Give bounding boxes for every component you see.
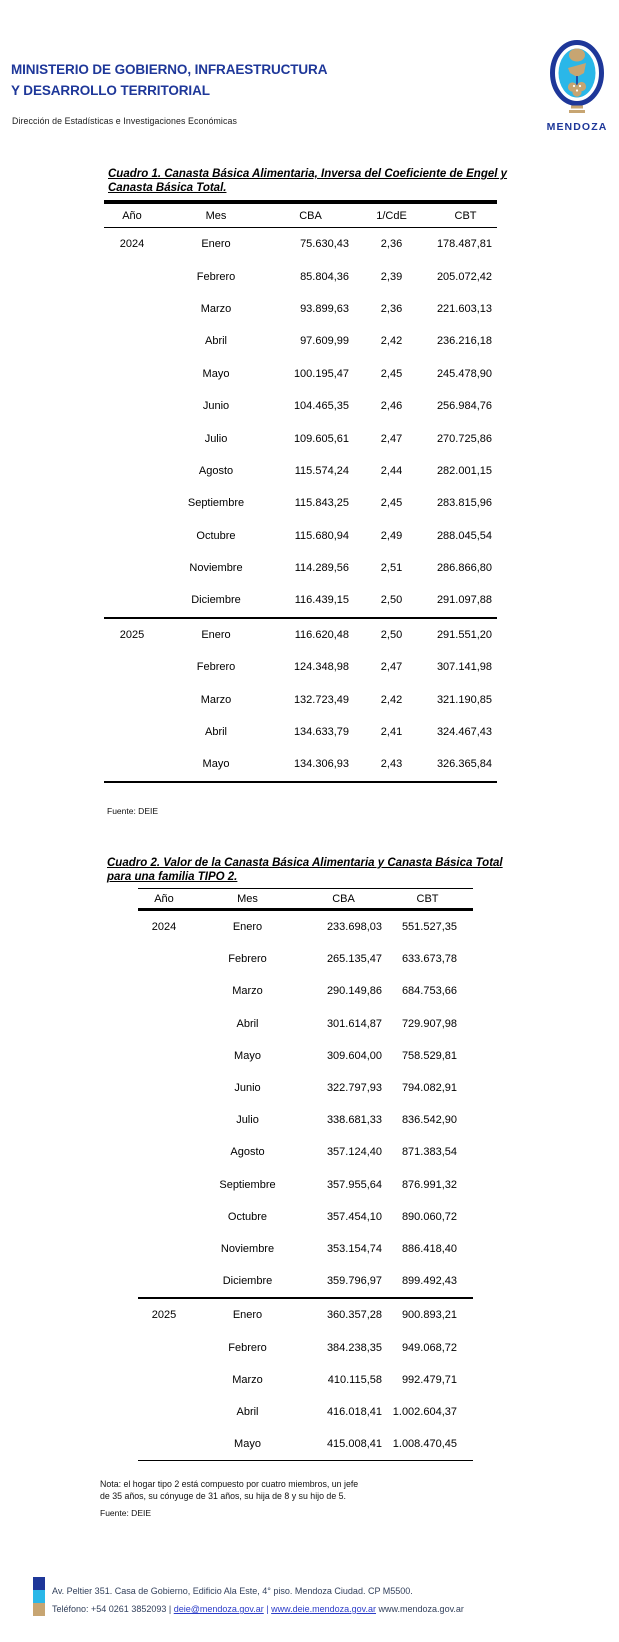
logo-wordmark: MENDOZA — [546, 121, 608, 133]
table-row — [104, 358, 497, 390]
table1-title-line1: Cuadro 1. Canasta Básica Alimentaria, Inversa del Coeficiente de Engel y — [108, 168, 508, 180]
table-row — [138, 1136, 473, 1168]
value-cell: 794.082,91 — [401, 1082, 457, 1095]
value-cell: 684.753,66 — [401, 985, 457, 998]
value-cell: 104.465,35 — [293, 400, 349, 413]
table-row — [138, 1201, 473, 1233]
value-cell: 324.467,43 — [436, 726, 492, 739]
table2-note-line1: Nota: el hogar tipo 2 está compuesto por cuatro miembros, un jefe — [100, 1479, 359, 1489]
value-cell: 2,51 — [380, 562, 403, 575]
value-cell: 116.620,48 — [294, 628, 349, 641]
table-row — [138, 1364, 473, 1396]
value-cell: 2,39 — [380, 270, 403, 283]
table-row — [138, 1428, 473, 1460]
table2-title — [107, 857, 507, 884]
value-cell: 871.383,54 — [401, 1146, 457, 1159]
value-cell: 384.238,35 — [326, 1341, 382, 1354]
column-header: Año — [154, 892, 174, 905]
month-cell: Marzo — [200, 693, 232, 706]
ministry-title-line1: MINISTERIO DE GOBIERNO, INFRAESTRUCTURA — [11, 62, 328, 77]
value-cell: 2,44 — [380, 464, 403, 477]
footer-web-plain: www.mendoza.gov.ar — [378, 1604, 464, 1614]
value-cell: 97.609,99 — [300, 335, 349, 348]
value-cell: 100.195,47 — [293, 367, 349, 380]
table2 — [138, 888, 473, 1461]
month-cell: Junio — [234, 1082, 261, 1095]
value-cell: 2,45 — [380, 367, 403, 380]
value-cell: 2,47 — [380, 661, 403, 674]
month-cell: Enero — [201, 628, 231, 641]
value-cell: 890.060,72 — [401, 1210, 457, 1223]
value-cell: 410.115,58 — [327, 1373, 382, 1386]
table2-section — [107, 857, 507, 1461]
value-cell: 2,45 — [380, 497, 403, 510]
value-cell: 360.357,28 — [326, 1309, 382, 1322]
value-cell: 286.866,80 — [436, 562, 492, 575]
value-cell: 357.454,10 — [326, 1210, 382, 1223]
mendoza-emblem-icon — [549, 40, 605, 114]
value-cell: 256.984,76 — [436, 400, 492, 413]
value-cell: 357.955,64 — [326, 1178, 382, 1191]
month-cell: Mayo — [234, 1049, 261, 1062]
table-row — [138, 1331, 473, 1363]
value-cell: 307.141,98 — [436, 661, 492, 674]
value-cell: 900.893,21 — [401, 1309, 457, 1322]
value-cell: 633.673,78 — [401, 953, 457, 966]
value-cell: 416.018,41 — [326, 1405, 382, 1418]
table-row — [104, 487, 497, 519]
table-row — [104, 390, 497, 422]
value-cell: 114.289,56 — [294, 562, 349, 575]
footer-email-link[interactable]: deie@mendoza.gov.ar — [173, 1604, 264, 1614]
table-row — [138, 1104, 473, 1136]
month-cell: Octubre — [196, 529, 236, 542]
column-header: CBA — [299, 209, 322, 222]
month-cell: Julio — [236, 1114, 259, 1127]
table2-body — [138, 911, 473, 1461]
footer-square-cyan — [33, 1590, 45, 1603]
value-cell: 2,50 — [380, 594, 403, 607]
table-row — [138, 1169, 473, 1201]
month-cell: Febrero — [196, 270, 236, 283]
month-cell: Octubre — [227, 1210, 268, 1223]
value-cell: 1.008.470,45 — [392, 1438, 457, 1451]
table-row — [104, 422, 497, 454]
year-group-2024 — [138, 911, 473, 1297]
table-row — [104, 552, 497, 584]
value-cell: 116.439,15 — [294, 594, 349, 607]
value-cell: 338.681,33 — [326, 1114, 382, 1127]
value-cell: 326.365,84 — [436, 758, 492, 771]
value-cell: 2,41 — [380, 726, 403, 739]
value-cell: 93.899,63 — [300, 302, 349, 315]
month-cell: Septiembre — [187, 497, 245, 510]
ministry-title-line2: Y DESARROLLO TERRITORIAL — [11, 83, 210, 98]
value-cell: 291.551,20 — [436, 628, 492, 641]
column-header: CBT — [416, 892, 439, 905]
month-cell: Marzo — [232, 985, 263, 998]
month-cell: Febrero — [196, 661, 236, 674]
table2-source: Fuente: DEIE — [100, 1508, 152, 1518]
month-cell: Abril — [204, 726, 227, 739]
column-header: Mes — [205, 209, 227, 222]
month-cell: Abril — [204, 335, 227, 348]
column-header: Mes — [237, 892, 258, 905]
value-cell: 758.529,81 — [401, 1049, 457, 1062]
value-cell: 2,50 — [380, 628, 403, 641]
table-row — [104, 683, 497, 715]
month-cell: Febrero — [228, 953, 267, 966]
department-name: Dirección de Estadísticas e Investigaciones Económicas — [12, 116, 237, 126]
table1-header-row — [104, 200, 497, 228]
value-cell: 178.487,81 — [436, 238, 492, 251]
value-cell: 134.633,79 — [293, 726, 349, 739]
footer-web-link[interactable]: www.deie.mendoza.gov.ar — [271, 1604, 377, 1614]
value-cell: 245.478,90 — [436, 367, 492, 380]
table1-body — [104, 228, 497, 783]
table-row — [104, 619, 497, 651]
value-cell: 75.630,43 — [300, 238, 349, 251]
value-cell: 2,36 — [380, 302, 403, 315]
month-cell: Febrero — [228, 1341, 267, 1354]
value-cell: 115.574,24 — [294, 464, 349, 477]
value-cell: 357.124,40 — [326, 1146, 382, 1159]
footer-link-separator: | — [266, 1604, 269, 1614]
value-cell: 115.843,25 — [294, 497, 349, 510]
year-cell: 2024 — [119, 238, 145, 251]
month-cell: Marzo — [232, 1373, 263, 1386]
value-cell: 124.348,98 — [293, 661, 349, 674]
table-row — [138, 1396, 473, 1428]
table-row — [104, 651, 497, 683]
value-cell: 2,42 — [380, 335, 403, 348]
table-row — [138, 1072, 473, 1104]
month-cell: Marzo — [200, 302, 232, 315]
month-cell: Enero — [232, 1309, 263, 1322]
table2-header-row — [138, 888, 473, 911]
value-cell: 2,49 — [380, 529, 403, 542]
value-cell: 291.097,88 — [436, 594, 492, 607]
column-header: Año — [122, 209, 142, 222]
footer-square-blue — [33, 1577, 45, 1590]
value-cell: 2,42 — [380, 693, 403, 706]
value-cell: 415.008,41 — [326, 1438, 382, 1451]
table-row — [138, 943, 473, 975]
table-row — [104, 520, 497, 552]
table1-title — [108, 168, 508, 195]
column-header: CBA — [332, 892, 355, 905]
value-cell: 2,36 — [380, 238, 403, 251]
value-cell: 321.190,85 — [436, 693, 492, 706]
footer-color-squares — [33, 1577, 45, 1616]
month-cell: Abril — [236, 1405, 259, 1418]
month-cell: Agosto — [198, 464, 234, 477]
year-group-2024 — [104, 228, 497, 617]
month-cell: Septiembre — [219, 1178, 276, 1191]
value-cell: 85.804,36 — [300, 270, 349, 283]
year-group-2025 — [138, 1297, 473, 1460]
table-row — [104, 748, 497, 780]
table-row — [104, 584, 497, 616]
value-cell: 233.698,03 — [326, 921, 382, 934]
footer — [52, 1582, 592, 1618]
year-cell: 2024 — [151, 921, 177, 934]
value-cell: 309.604,00 — [326, 1049, 382, 1062]
footer-contact-line — [52, 1600, 592, 1618]
month-cell: Abril — [236, 1017, 259, 1030]
value-cell: 301.614,87 — [326, 1017, 382, 1030]
table1 — [104, 200, 497, 783]
table1-source: Fuente: DEIE — [107, 806, 159, 816]
table-row — [104, 455, 497, 487]
value-cell: 836.542,90 — [401, 1114, 457, 1127]
value-cell: 1.002.604,37 — [392, 1405, 457, 1418]
table-row — [138, 1040, 473, 1072]
value-cell: 886.418,40 — [401, 1242, 457, 1255]
footer-square-tan — [33, 1603, 45, 1616]
value-cell: 109.605,61 — [293, 432, 349, 445]
value-cell: 290.149,86 — [326, 985, 382, 998]
table2-note-line2: de 35 años, su cónyuge de 31 años, su hija de 8 y su hijo de 5. — [100, 1490, 346, 1501]
month-cell: Noviembre — [189, 562, 243, 575]
value-cell: 551.527,35 — [401, 921, 457, 934]
value-cell: 949.068,72 — [401, 1341, 457, 1354]
value-cell: 134.306,93 — [293, 758, 349, 771]
month-cell: Mayo — [202, 367, 230, 380]
month-cell: Diciembre — [191, 594, 241, 607]
value-cell: 115.680,94 — [294, 529, 349, 542]
value-cell: 221.603,13 — [436, 302, 492, 315]
table-row — [138, 911, 473, 943]
footer-address: Av. Peltier 351. Casa de Gobierno, Edificio Ala Este, 4° piso. Mendoza Ciudad. CP M5500. — [52, 1586, 413, 1596]
value-cell: 2,43 — [380, 758, 403, 771]
value-cell: 876.991,32 — [401, 1178, 457, 1191]
table1-section — [104, 168, 508, 783]
table-row — [104, 325, 497, 357]
year-cell: 2025 — [119, 628, 145, 641]
value-cell: 899.492,43 — [401, 1275, 457, 1288]
value-cell: 729.907,98 — [401, 1017, 457, 1030]
table-row — [104, 228, 497, 260]
table2-note — [100, 1479, 358, 1502]
table-row — [104, 293, 497, 325]
value-cell: 288.045,54 — [436, 529, 492, 542]
year-cell: 2025 — [151, 1309, 177, 1322]
month-cell: Agosto — [230, 1146, 265, 1159]
table2-title-line1: Cuadro 2. Valor de la Canasta Básica Alimentaria y Canasta Básica Total — [107, 857, 503, 869]
value-cell: 2,46 — [380, 400, 403, 413]
month-cell: Diciembre — [222, 1275, 273, 1288]
value-cell: 992.479,71 — [401, 1373, 457, 1386]
year-group-2025 — [104, 617, 497, 781]
month-cell: Enero — [232, 921, 263, 934]
table-row — [104, 260, 497, 292]
month-cell: Junio — [202, 400, 230, 413]
value-cell: 2,47 — [380, 432, 403, 445]
value-cell: 205.072,42 — [436, 270, 492, 283]
month-cell: Julio — [204, 432, 228, 445]
table1-title-line2: Canasta Básica Total. — [108, 181, 227, 194]
table-row — [138, 1299, 473, 1331]
column-header: 1/CdE — [376, 209, 407, 222]
table-row — [138, 1233, 473, 1265]
month-cell: Enero — [201, 238, 231, 251]
value-cell: 359.796,97 — [326, 1275, 382, 1288]
value-cell: 236.216,18 — [436, 335, 492, 348]
table-row — [138, 975, 473, 1007]
footer-phone: Teléfono: +54 0261 3852093 | — [52, 1604, 172, 1614]
table-row — [104, 716, 497, 748]
table2-title-line2: para una familia TIPO 2. — [107, 870, 238, 883]
table-row — [138, 1265, 473, 1297]
value-cell: 283.815,96 — [436, 497, 492, 510]
month-cell: Noviembre — [220, 1242, 275, 1255]
column-header: CBT — [454, 209, 477, 222]
table-row — [138, 1008, 473, 1040]
value-cell: 265.135,47 — [326, 953, 382, 966]
value-cell: 353.154,74 — [326, 1242, 382, 1255]
value-cell: 132.723,49 — [293, 693, 349, 706]
month-cell: Mayo — [202, 758, 230, 771]
mendoza-logo — [545, 40, 609, 133]
month-cell: Mayo — [234, 1438, 261, 1451]
ministry-title — [11, 59, 327, 101]
value-cell: 322.797,93 — [326, 1082, 382, 1095]
value-cell: 282.001,15 — [436, 464, 492, 477]
value-cell: 270.725,86 — [436, 432, 492, 445]
